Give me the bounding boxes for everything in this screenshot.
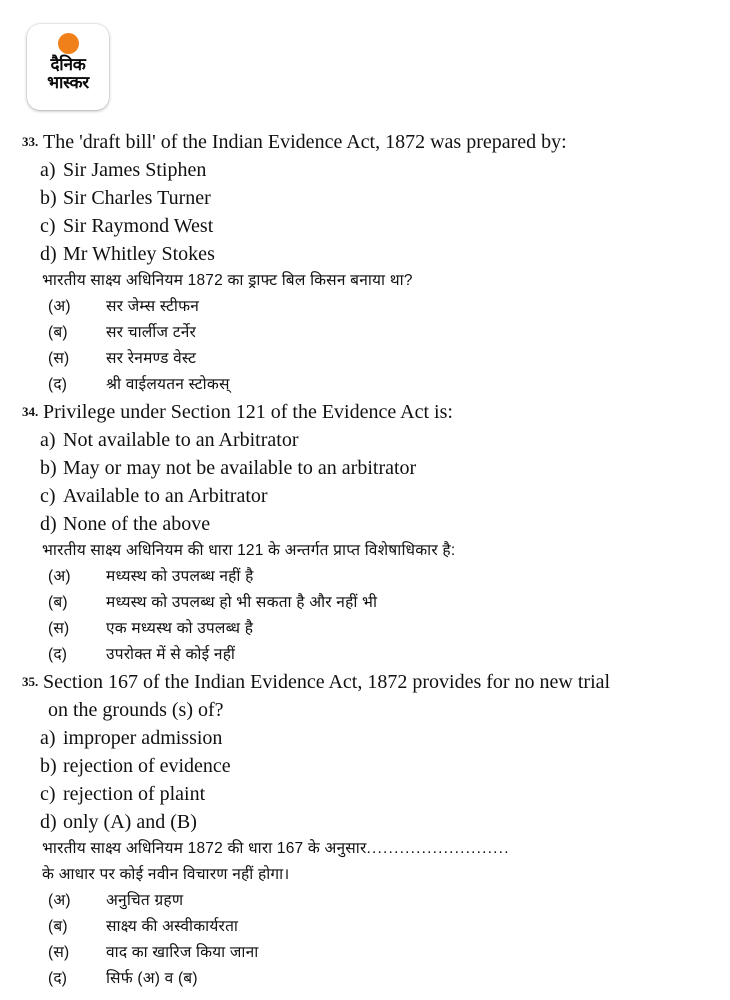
- question-number-35: 35.: [22, 674, 39, 689]
- option-hi-33-a: [0, 294, 730, 320]
- option-hi-34-c: [0, 616, 730, 642]
- option-en-34-a: [0, 426, 730, 454]
- option-label: (स): [48, 620, 70, 637]
- option-hi-35-b: [0, 914, 730, 940]
- option-text: वाद का खारिज किया जाना: [106, 944, 259, 961]
- question-text-hindi-34: भारतीय साक्ष्य अधिनियम की धारा 121 के अन्तर्गत प्राप्त विशेषाधिकार है:: [42, 542, 456, 559]
- question-text-34: Privilege under Section 121 of the Evidence Act is:: [43, 401, 453, 423]
- option-text: सिर्फ (अ) व (ब): [106, 970, 198, 987]
- option-en-33-c: [0, 212, 730, 240]
- option-hi-34-b: [0, 590, 730, 616]
- question-text-hindi-35-line2: के आधार पर कोई नवीन विचारण नहीं होगा।: [42, 866, 290, 883]
- option-en-35-b: [0, 752, 730, 780]
- logo-card: [27, 24, 109, 110]
- question-text-33: The 'draft bill' of the Indian Evidence Act, 1872 was prepared by:: [43, 131, 567, 153]
- question-heading-33: [0, 128, 730, 156]
- option-label: (द): [48, 376, 68, 393]
- option-text: सर चार्लीज टर्नेर: [106, 324, 197, 341]
- option-en-33-b: [0, 184, 730, 212]
- publisher-logo: [27, 24, 109, 110]
- option-label: a): [40, 159, 56, 181]
- option-label: c): [40, 485, 56, 507]
- option-text: एक मध्यस्थ को उपलब्ध है: [106, 620, 254, 637]
- option-text: उपरोक्त में से कोई नहीं: [106, 646, 236, 663]
- option-hi-34-a: [0, 564, 730, 590]
- option-en-33-a: [0, 156, 730, 184]
- option-hi-33-d: [0, 372, 730, 398]
- option-label: a): [40, 727, 56, 749]
- option-text: May or may not be available to an arbitrator: [63, 457, 417, 479]
- option-label: (ब): [48, 324, 68, 341]
- question-text-hindi-35: [0, 836, 730, 862]
- option-label: (द): [48, 646, 68, 663]
- option-label: c): [40, 783, 56, 805]
- option-en-33-d: [0, 240, 730, 268]
- option-hi-35-d: [0, 966, 730, 992]
- option-text: मध्यस्थ को उपलब्ध हो भी सकता है और नहीं भी: [106, 594, 378, 611]
- option-label: c): [40, 215, 56, 237]
- option-text: Mr Whitley Stokes: [63, 243, 215, 265]
- option-label: (अ): [48, 892, 71, 909]
- logo-title-line2: भास्कर: [47, 73, 89, 92]
- option-text: मध्यस्थ को उपलब्ध नहीं है: [106, 568, 254, 585]
- question-text-35-line2: on the grounds (s) of?: [48, 699, 224, 721]
- question-paper-body: [0, 128, 730, 992]
- option-hi-33-c: [0, 346, 730, 372]
- option-text: Sir James Stiphen: [63, 159, 207, 181]
- option-en-34-c: [0, 482, 730, 510]
- option-label: (अ): [48, 568, 71, 585]
- option-label: b): [40, 755, 57, 777]
- option-hi-33-b: [0, 320, 730, 346]
- option-label: d): [40, 513, 57, 535]
- question-number-34: 34.: [22, 404, 39, 419]
- sun-icon: [58, 33, 79, 54]
- option-text: सर रेनमण्ड वेस्ट: [106, 350, 197, 367]
- option-text: Sir Charles Turner: [63, 187, 211, 209]
- option-en-34-d: [0, 510, 730, 538]
- option-text: श्री वाईलयतन स्टोकस्: [106, 376, 230, 393]
- option-label: (स): [48, 350, 70, 367]
- option-label: a): [40, 429, 56, 451]
- question-heading-34: [0, 398, 730, 426]
- option-label: (द): [48, 970, 68, 987]
- option-label: d): [40, 243, 57, 265]
- question-block-35: [0, 668, 730, 992]
- option-label: d): [40, 811, 57, 833]
- question-text-hindi-33: भारतीय साक्ष्य अधिनियम 1872 का ड्राफ्ट बिल किसन बनाया था?: [42, 272, 413, 289]
- question-block-34: [0, 398, 730, 668]
- option-text: अनुचित ग्रहण: [106, 892, 184, 909]
- option-label: (अ): [48, 298, 71, 315]
- option-text: साक्ष्य की अस्वीकार्यरता: [106, 918, 239, 935]
- option-label: b): [40, 187, 57, 209]
- option-text: improper admission: [63, 727, 223, 749]
- question-heading-35: [0, 668, 730, 696]
- question-text-hindi-35-main: भारतीय साक्ष्य अधिनियम 1872 की धारा 167 के अनुसार: [42, 840, 367, 857]
- option-text: rejection of evidence: [63, 755, 231, 777]
- option-text: rejection of plaint: [63, 783, 206, 805]
- question-text-35: Section 167 of the Indian Evidence Act, 1872 provides for no new trial: [43, 671, 611, 693]
- logo-title-line1: दैनिक: [50, 55, 86, 74]
- option-text: None of the above: [63, 513, 211, 535]
- option-text: Not available to an Arbitrator: [63, 429, 299, 451]
- option-text: only (A) and (B): [63, 811, 197, 833]
- option-label: b): [40, 457, 57, 479]
- question-block-33: [0, 128, 730, 398]
- option-text: Sir Raymond West: [63, 215, 214, 237]
- fill-in-blank-dots: ..........................: [366, 840, 510, 857]
- option-text: Available to an Arbitrator: [63, 485, 268, 507]
- option-hi-34-d: [0, 642, 730, 668]
- option-label: (ब): [48, 594, 68, 611]
- option-en-35-a: [0, 724, 730, 752]
- option-label: (स): [48, 944, 70, 961]
- option-hi-35-c: [0, 940, 730, 966]
- option-label: (ब): [48, 918, 68, 935]
- option-hi-35-a: [0, 888, 730, 914]
- question-number-33: 33.: [22, 134, 39, 149]
- option-en-35-d: [0, 808, 730, 836]
- option-en-35-c: [0, 780, 730, 808]
- option-en-34-b: [0, 454, 730, 482]
- option-text: सर जेम्स स्टीफन: [106, 298, 200, 315]
